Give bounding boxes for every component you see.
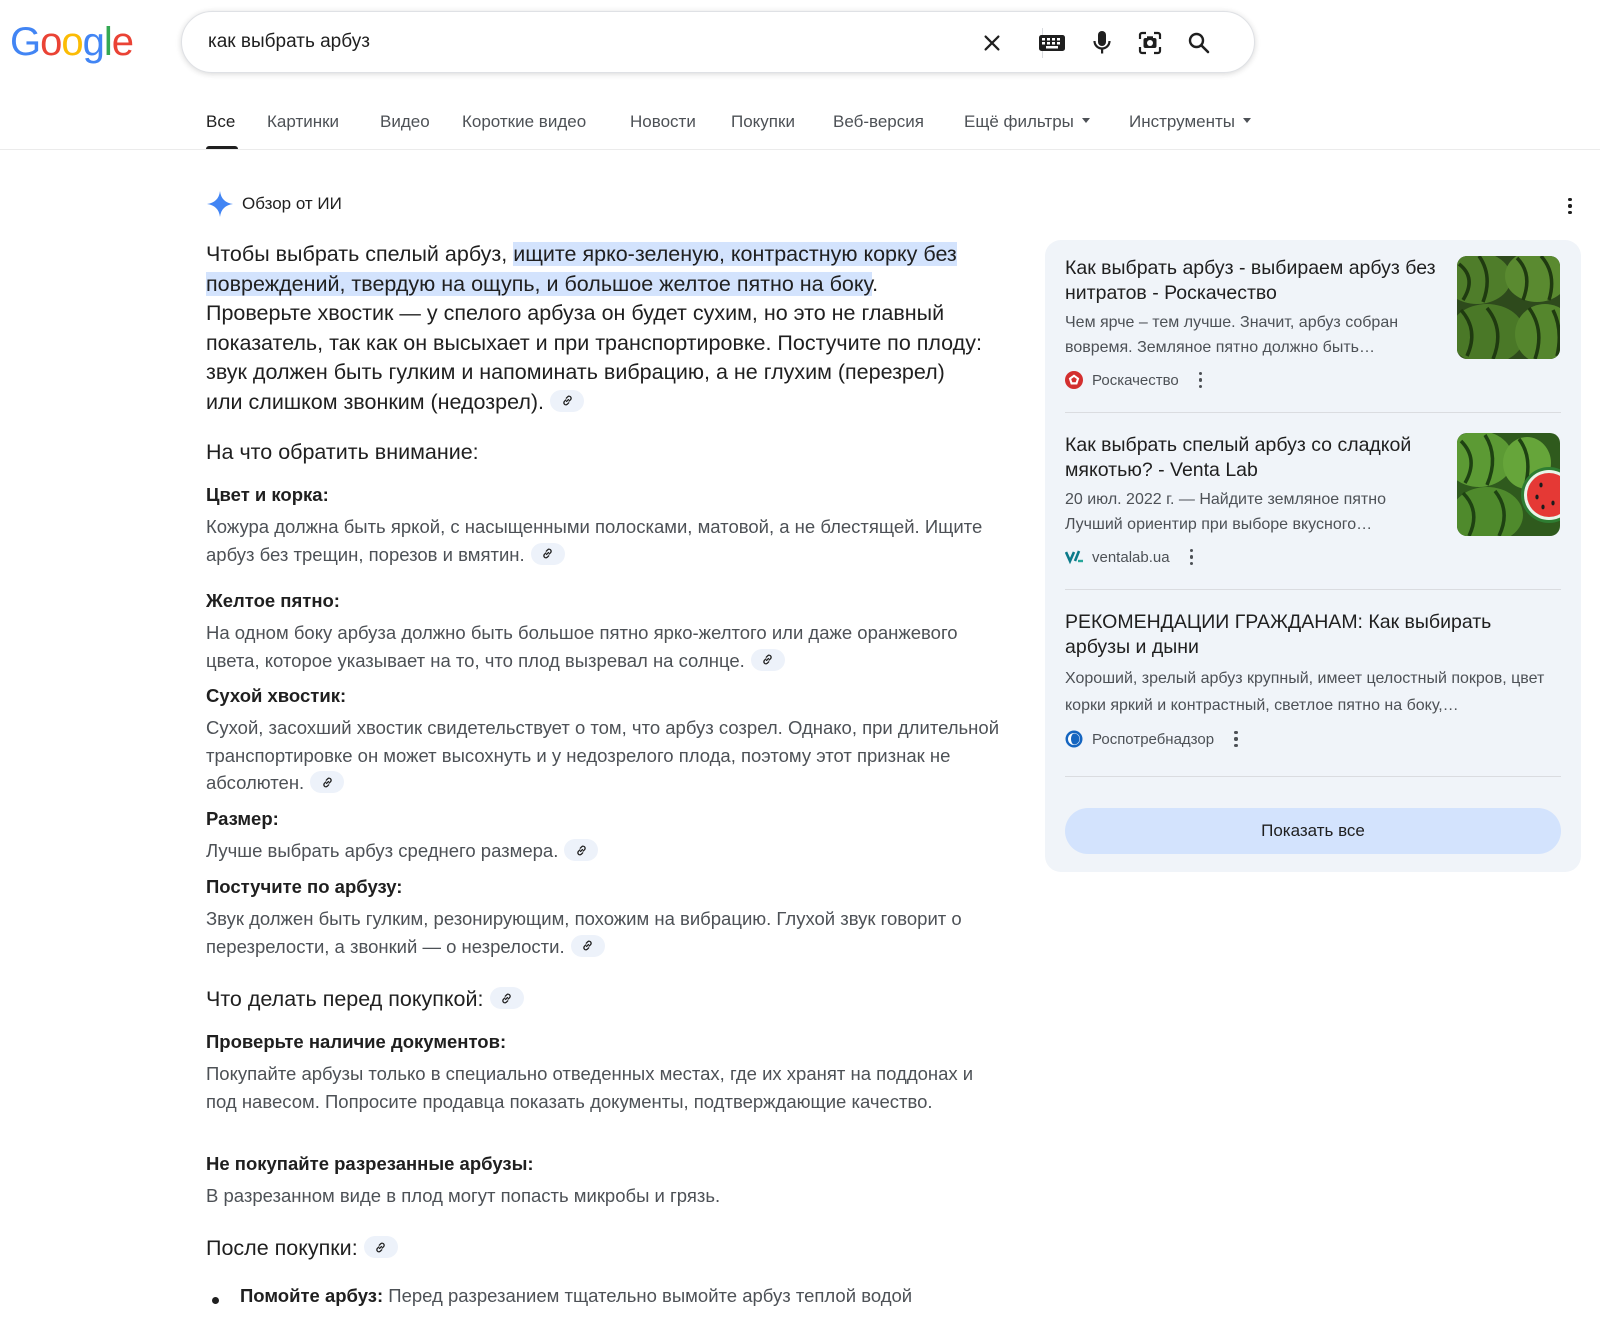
logo-letter: o [40,20,62,64]
source-site-name: Роспотребнадзор [1092,730,1215,748]
tab-images[interactable]: Картинки [267,112,340,131]
tab-all[interactable]: Все [206,112,236,131]
tab-more-filters[interactable] [964,112,1090,132]
item-text [206,513,1006,568]
source-link-chip[interactable] [531,543,565,565]
item-title: Размер: [206,808,279,829]
gemini-sparkle-icon [206,190,234,218]
rospotrebnadzor-icon [1065,730,1083,748]
keyboard-icon[interactable] [1034,25,1070,61]
bullet-dot [212,1297,219,1304]
card-divider [1065,412,1561,413]
show-all-button[interactable]: Показать все [1065,808,1561,854]
source-site [1065,729,1246,749]
item-title: Желтое пятно: [206,590,340,611]
item-text: В разрезанном виде в плод могут попасть микробы и грязь. [206,1185,721,1206]
tab-tools[interactable] [1129,112,1251,132]
section-heading-text: Что делать перед покупкой: [206,987,484,1011]
link-icon [561,394,574,407]
source-site [1065,547,1202,567]
source-card[interactable] [1065,433,1561,593]
source-site-name: Роскачество [1092,371,1179,389]
item-text-content: Кожура должна быть яркой, с насыщенными полосками, матовой, а не блестящей. Ищите арбуз без трещин, порезов и вмятин. [206,516,983,565]
item-title: Цвет и корка: [206,484,329,505]
ai-overview-title: Обзор от ИИ [242,194,342,213]
logo-letter: l [103,20,112,64]
source-snippet: Хороший, зрелый арбуз крупный, имеет целостный покров, цвет корки яркий и контрастный, светлое пятно на боку,… [1065,670,1545,714]
ai-overview-intro [206,240,986,417]
source-link-chip[interactable] [310,771,344,793]
search-box[interactable] [181,11,1255,73]
google-logo[interactable] [10,20,133,64]
mic-icon[interactable] [1084,25,1120,61]
header-divider [0,149,1600,150]
item-text: Покупайте арбузы только в специально отведенных местах, где их хранят на поддонах и под навесом. Попросите продавца показать документы, подтверждающие качество. [206,1063,974,1112]
source-link-chip[interactable] [751,649,785,671]
source-card[interactable] [1065,610,1561,780]
tab-news[interactable]: Новости [630,112,696,131]
more-options-icon[interactable] [1191,370,1211,390]
card-divider [1065,589,1561,590]
tab-more-filters-label: Ещё фильтры [964,112,1074,131]
more-options-icon[interactable] [1560,196,1580,216]
sources-panel [1045,240,1581,872]
intro-highlight: ищите ярко-зеленую, контрастную корку без повреждений, твердую на ощупь, и большое желтое пятно на боку [206,242,957,296]
source-link-chip[interactable] [550,390,584,412]
section-heading: На что обратить внимание: [206,440,479,464]
ventalab-icon [1065,548,1085,566]
watermelons-thumbnail[interactable] [1457,256,1560,359]
section-heading [206,1236,398,1261]
section-heading-text: После покупки: [206,1236,358,1260]
source-card[interactable] [1065,256,1561,416]
item-text-content: На одном боку арбуза должно быть большое пятно ярко-желтого или даже оранжевого цвета, которое указывает на то, что плод вызревал на солнце. [206,622,958,671]
item-title: Проверьте наличие документов: [206,1031,507,1052]
logo-letter: G [10,20,41,64]
item-text-content: Сухой, засохший хвостик свидетельствует о том, что арбуз созрел. Однако, при длительной транспортировке он может высохнуть и у недозрелого плода, поэтому этот признак не абсолютен. [206,717,1000,793]
logo-letter: e [111,20,134,64]
chevron-down-icon [1243,118,1251,123]
source-link-chip[interactable] [364,1236,398,1258]
tab-web[interactable]: Веб-версия [833,112,924,131]
intro-text: Чтобы выбрать спелый арбуз, [206,242,514,266]
source-link-chip[interactable] [571,935,605,957]
tab-shopping[interactable]: Покупки [731,112,795,131]
source-title[interactable]: Как выбрать арбуз - выбираем арбуз без нитратов - Роскачество [1065,257,1436,304]
intro-text: . Проверьте хвостик — у спелого арбуза он будет сухим, но это не главный показатель, так как он высыхает и при транспортировке. Постучите по плоду: звук должен быть гулким и напоминать вибрацию, а не глухим (перезрел) или слишком звонким (недозрел). [206,271,982,414]
cut-watermelon-thumbnail[interactable] [1457,433,1560,536]
source-site [1065,370,1211,390]
tab-tools-label: Инструменты [1129,112,1236,131]
bullet-text: Перед разрезанием тщательно вымойте арбуз теплой водой [388,1285,913,1306]
tab-video[interactable]: Видео [380,112,430,131]
link-icon [374,1241,387,1254]
logo-letter: g [82,20,104,64]
item-text [206,837,1006,865]
link-icon [541,547,554,560]
bullet-title: Помойте арбуз: [240,1285,384,1306]
search-input[interactable]: как выбрать арбуз [208,31,370,52]
item-text [206,714,1006,797]
item-text-content: Звук должен быть гулким, резонирующим, похожим на вибрацию. Глухой звук говорит о перезрелости, а звонкий — о незрелости. [206,908,962,957]
more-options-icon[interactable] [1226,729,1246,749]
close-icon[interactable] [974,25,1010,61]
more-options-icon[interactable] [1182,547,1202,567]
source-title[interactable]: Как выбрать спелый арбуз со сладкой мякотью? - Venta Lab [1065,434,1412,481]
section-heading [206,987,524,1012]
item-title: Постучите по арбузу: [206,876,403,897]
bullet-item [240,1285,912,1307]
ai-overview-header [206,190,342,218]
search-icon[interactable] [1181,25,1217,61]
tab-short-video[interactable]: Короткие видео [462,112,587,131]
item-title: Сухой хвостик: [206,685,347,706]
link-icon [575,844,588,857]
item-text-content: Лучше выбрать арбуз среднего размера. [206,840,559,861]
link-icon [581,939,594,952]
link-icon [761,653,774,666]
source-link-chip[interactable] [490,987,524,1009]
roskachestvo-icon [1065,371,1083,389]
item-text [206,905,1006,960]
link-icon [321,776,334,789]
source-snippet: Чем ярче – тем лучше. Значит, арбуз собран вовремя. Земляное пятно должно быть… [1065,314,1399,356]
lens-icon[interactable] [1132,25,1168,61]
source-snippet: 20 июл. 2022 г. — Найдите земляное пятно Лучший ориентир при выборе вкусного… [1065,491,1386,533]
item-text [206,619,1006,674]
source-link-chip[interactable] [564,839,598,861]
link-icon [500,992,513,1005]
item-title: Не покупайте разрезанные арбузы: [206,1153,534,1174]
chevron-down-icon [1082,118,1090,123]
logo-letter: o [61,20,83,64]
source-title[interactable]: РЕКОМЕНДАЦИИ ГРАЖДАНАМ: Как выбирать арбузы и дыни [1065,611,1492,658]
card-divider [1065,776,1561,777]
source-site-name: ventalab.ua [1092,548,1170,566]
